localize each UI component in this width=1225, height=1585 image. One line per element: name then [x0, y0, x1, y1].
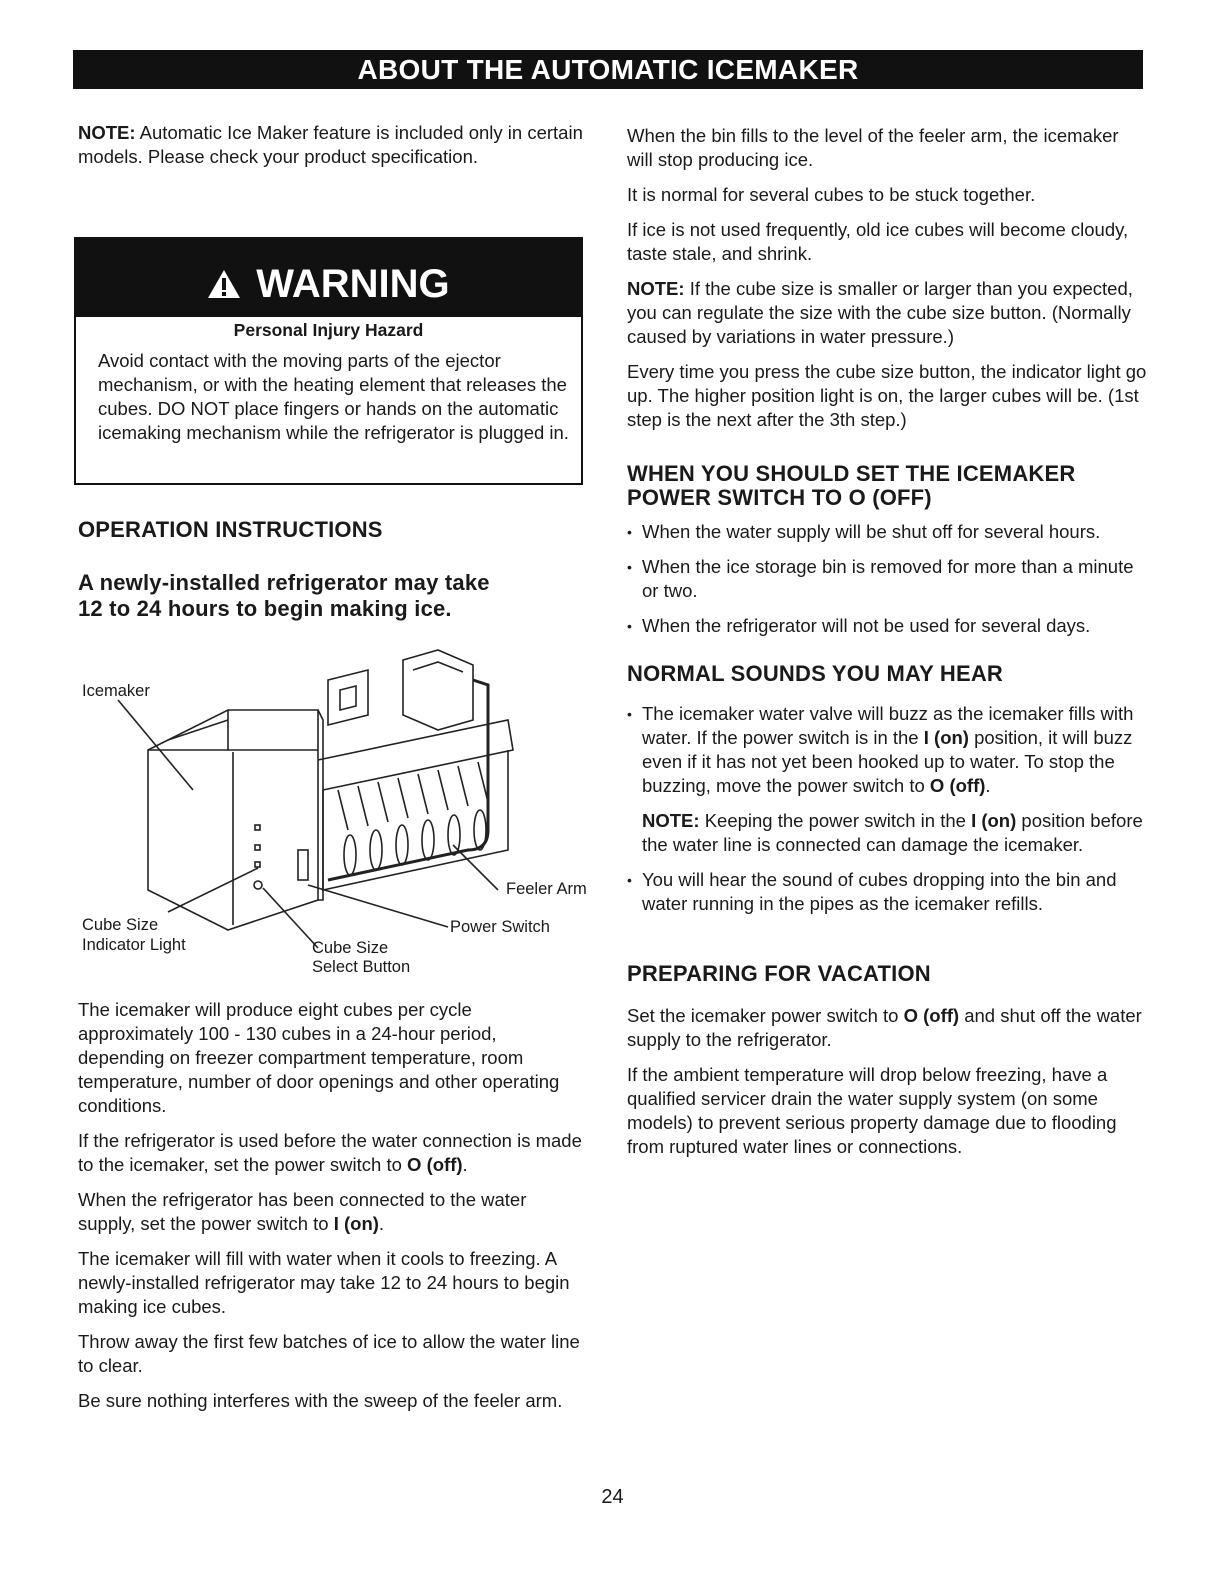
s1-text-e: . — [985, 775, 991, 796]
page-title: ABOUT THE AUTOMATIC ICEMAKER — [357, 54, 859, 85]
when-bullet-3: • When the refrigerator will not be used for several days. — [627, 614, 1147, 638]
vacation-paragraph-2: If the ambient temperature will drop below freezing, have a qualified servicer drain the water supply system (on some models) to prevent serious property damage due to flooding from ruptured water lines or connections. — [627, 1064, 1117, 1157]
when-bullet-list — [627, 520, 1147, 638]
sounds-note-c: position before the water line is connected can damage the icemaker. — [642, 810, 1143, 855]
vacation-heading: PREPARING FOR VACATION — [627, 961, 931, 986]
sounds-note — [627, 809, 1147, 857]
p3-bold: I (on) — [333, 1213, 379, 1234]
left-paragraph-2 — [78, 1129, 583, 1177]
s1-bold-off: O (off) — [929, 775, 986, 796]
page-title-banner — [73, 50, 1143, 89]
s1-text-a: The icemaker water valve will buzz as the icemaker fills with water. If the power switch is in the — [642, 703, 1134, 748]
when-bullet-2: • When the ice storage bin is removed for more than a minute or two. — [627, 555, 1147, 603]
note-paragraph — [78, 121, 583, 169]
right-paragraph-4: Every time you press the cube size button, the indicator light go up. The higher position light is on, the larger cubes will be. (1st step is the next after the 3th step.) — [627, 361, 1147, 430]
left-paragraph-6: Be sure nothing interferes with the sweep of the feeler arm. — [78, 1390, 563, 1411]
page-number: 24 — [601, 1486, 624, 1508]
note-label: NOTE: — [78, 122, 136, 143]
s1-text-c: position, it will buzz even if it has not yet been hooked up to water. To stop the buzzing, move the power switch to — [642, 727, 1133, 796]
v1-text-c: and shut off the water supply to the refrigerator. — [627, 1005, 1142, 1050]
left-paragraph-1: The icemaker will produce eight cubes per cycle approximately 100 - 130 cubes in a 24-hour period, depending on freezer compartment temperature, room temperature, number of door openings and other operating conditions. — [78, 999, 560, 1116]
left-body — [78, 998, 583, 1424]
warning-subtitle: Personal Injury Hazard — [233, 320, 424, 340]
warning-title: WARNING — [256, 262, 450, 306]
label-cube-size-select-1: Cube Size — [312, 939, 389, 957]
sounds-heading: NORMAL SOUNDS YOU MAY HEAR — [627, 661, 1003, 686]
p3-text: When the refrigerator has been connected to the water supply, set the power switch to — [78, 1189, 527, 1234]
when-heading-line-2: POWER SWITCH TO O (OFF) — [627, 485, 932, 510]
newly-heading-line-2: 12 to 24 hours to begin making ice. — [78, 596, 452, 621]
left-paragraph-4: The icemaker will fill with water when it cools to freezing. A newly-installed refrigerator may take 12 to 24 hours to begin making ice cubes. — [78, 1248, 570, 1317]
newly-installed-section — [78, 570, 583, 622]
note-text: Automatic Ice Maker feature is included only in certain models. Please check your product specification. — [78, 122, 583, 167]
when-section — [627, 462, 1147, 649]
sounds-bullet-2: • You will hear the sound of cubes dropping into the bin and water running in the pipes as the icemaker refills. — [627, 868, 1147, 916]
right-paragraph-3: If ice is not used frequently, old ice cubes will become cloudy, taste stale, and shrink. — [627, 219, 1129, 264]
warning-header — [75, 239, 582, 317]
sounds-note-bold: I (on) — [971, 810, 1017, 831]
sounds-bullet-list — [627, 702, 1147, 916]
warning-box — [74, 237, 583, 485]
v1-bold: O (off) — [903, 1005, 960, 1026]
p3-end: . — [378, 1213, 385, 1234]
warning-text: Avoid contact with the moving parts of the ejector mechanism, or with the heating element that releases the cubes. DO NOT place fingers or hands on the automatic icemaking mechanism while the refrigerator is plugged in. — [98, 350, 569, 443]
label-cube-size-indicator-1: Cube Size — [82, 916, 159, 934]
right-paragraph-2: It is normal for several cubes to be stuck together. — [627, 184, 1036, 205]
label-icemaker: Icemaker — [82, 682, 150, 700]
warning-triangle-icon — [207, 268, 250, 304]
v1-text-a: Set the icemaker power switch to — [627, 1005, 904, 1026]
label-feeler-arm: Feeler Arm — [506, 880, 587, 898]
left-paragraph-5: Throw away the first few batches of ice to allow the water line to clear. — [78, 1331, 580, 1376]
left-note — [78, 121, 583, 180]
sounds-note-label: NOTE: — [642, 810, 700, 831]
right-body-top — [627, 124, 1147, 443]
label-cube-size-select-2: Select Button — [312, 958, 411, 976]
right-note — [627, 277, 1147, 349]
when-bullet-1: • When the water supply will be shut off for several hours. — [627, 520, 1147, 544]
newly-heading-line-1: A newly-installed refrigerator may take — [78, 570, 490, 595]
right-paragraph-1: When the bin fills to the level of the feeler arm, the icemaker will stop producing ice. — [627, 125, 1119, 170]
left-paragraph-3 — [78, 1188, 583, 1236]
operation-heading: OPERATION INSTRUCTIONS — [78, 517, 383, 542]
sounds-bullet-1 — [627, 702, 1147, 798]
p2-end: . — [462, 1154, 468, 1175]
vacation-paragraph-1 — [627, 1004, 1147, 1052]
sounds-note-a: Keeping the power switch in the — [699, 810, 972, 831]
when-heading-line-1: WHEN YOU SHOULD SET THE ICEMAKER — [627, 461, 1076, 486]
p2-text: If the refrigerator is used before the water connection is made to the icemaker, set the power switch to — [78, 1130, 582, 1175]
s1-bold-on: I (on) — [923, 727, 969, 748]
label-power-switch: Power Switch — [450, 918, 550, 936]
right-note-text: If the cube size is smaller or larger than you expected, you can regulate the size with the cube size button. (Normally caused by variations in water pressure.) — [627, 278, 1133, 347]
vacation-section — [627, 962, 1147, 1170]
sounds-section — [627, 662, 1147, 927]
p2-bold: O (off) — [407, 1154, 463, 1175]
operation-section — [78, 518, 583, 542]
label-cube-size-indicator-2: Indicator Light — [82, 936, 186, 954]
icemaker-diagram — [78, 640, 598, 980]
right-note-label: NOTE: — [627, 278, 685, 299]
